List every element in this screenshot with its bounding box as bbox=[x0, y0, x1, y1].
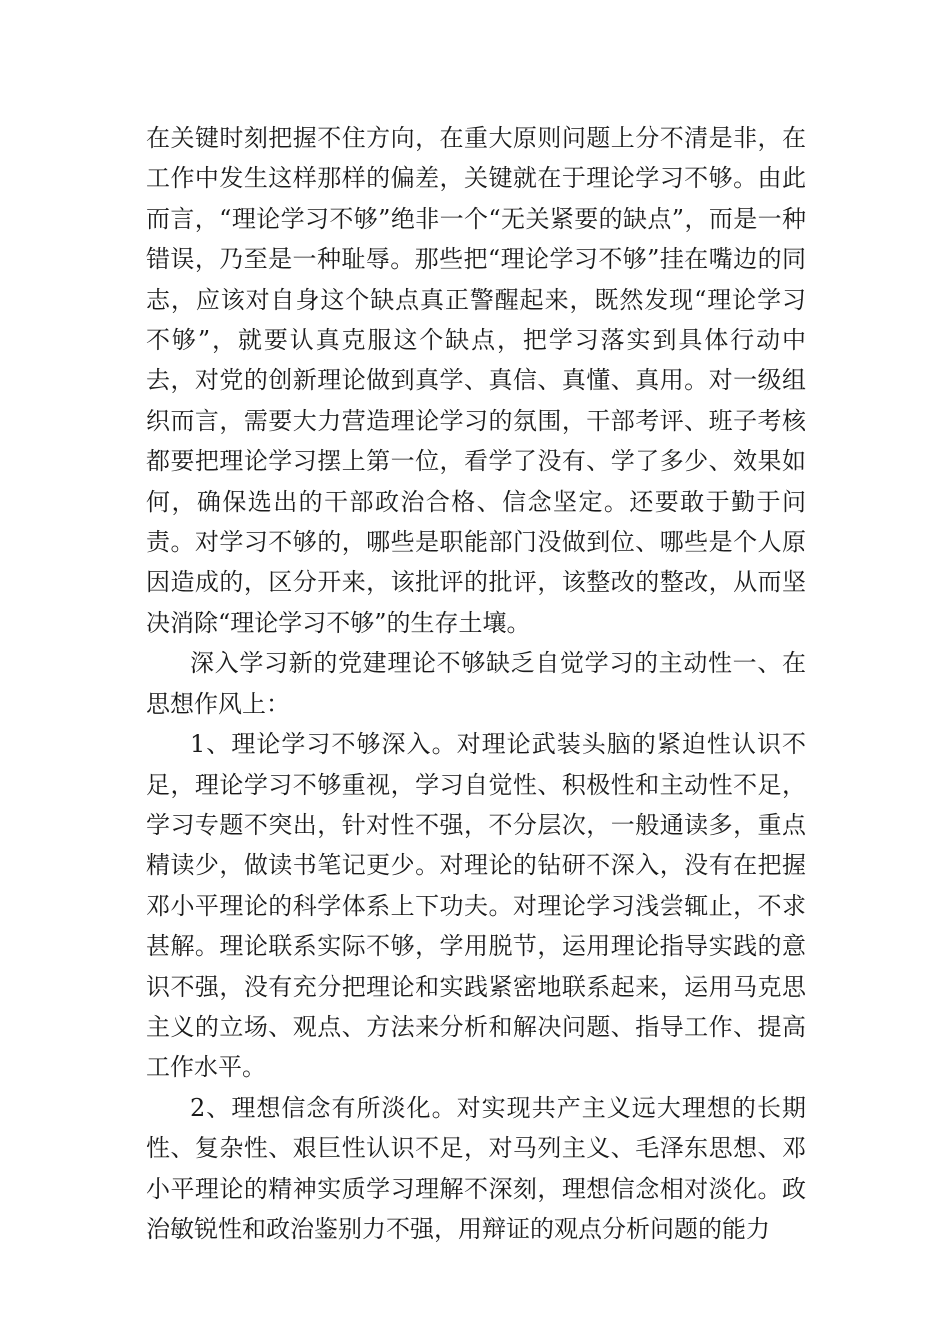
paragraph-item-1: 1、理论学习不够深入。对理论武装头脑的紧迫性认识不足，理论学习不够重视，学习自觉性、积极性和主动性不足，学习专题不突出，针对性不强，不分层次，一般通读多，重点精读少，做读书笔记更少。对理论的钻研不深入，没有在把握邓小平理论的科学体系上下功夫。对理论学习浅尝辄止，不求甚解。理论联系实际不够，学用脱节，运用理论指导实践的意识不强，没有充分把理论和实践紧密地联系起来，运用马克思主义的立场、观点、方法来分析和解决问题、指导工作、提高工作水平。 bbox=[146, 730, 806, 1082]
paragraph-continuation: 在关键时刻把握不住方向，在重大原则问题上分不清是非，在工作中发生这样那样的偏差，关键就在于理论学习不够。由此而言，“理论学习不够”绝非一个“无关紧要的缺点”，而是一种错误，乃至是一种耻辱。那些把“理论学习不够”挂在嘴边的同志，应该对自身这个缺点真正警醒起来，既然发现“理论学习不够”，就要认真克服这个缺点，把学习落实到具体行动中去，对党的创新理论做到真学、真信、真懂、真用。对一级组织而言，需要大力营造理论学习的氛围，干部考评、班子考核都要把理论学习摆上第一位，看学了没有、学了多少、效果如何，确保选出的干部政治合格、信念坚定。还要敢于勤于问责。对学习不够的，哪些是职能部门没做到位、哪些是个人原因造成的，区分开来，该批评的批评，该整改的整改，从而坚决消除“理论学习不够”的生存土壤。 bbox=[146, 124, 806, 637]
paragraph-section-heading: 深入学习新的党建理论不够缺乏自觉学习的主动性一、在思想作风上： bbox=[146, 649, 806, 718]
document-body bbox=[146, 118, 806, 1249]
paragraph-item-2: 2、理想信念有所淡化。对实现共产主义远大理想的长期性、复杂性、艰巨性认识不足，对马列主义、毛泽东思想、邓小平理论的精神实质学习理解不深刻，理想信念相对淡化。政治敏锐性和政治鉴别力不强，用辩证的观点分析问题的能力 bbox=[146, 1093, 806, 1243]
